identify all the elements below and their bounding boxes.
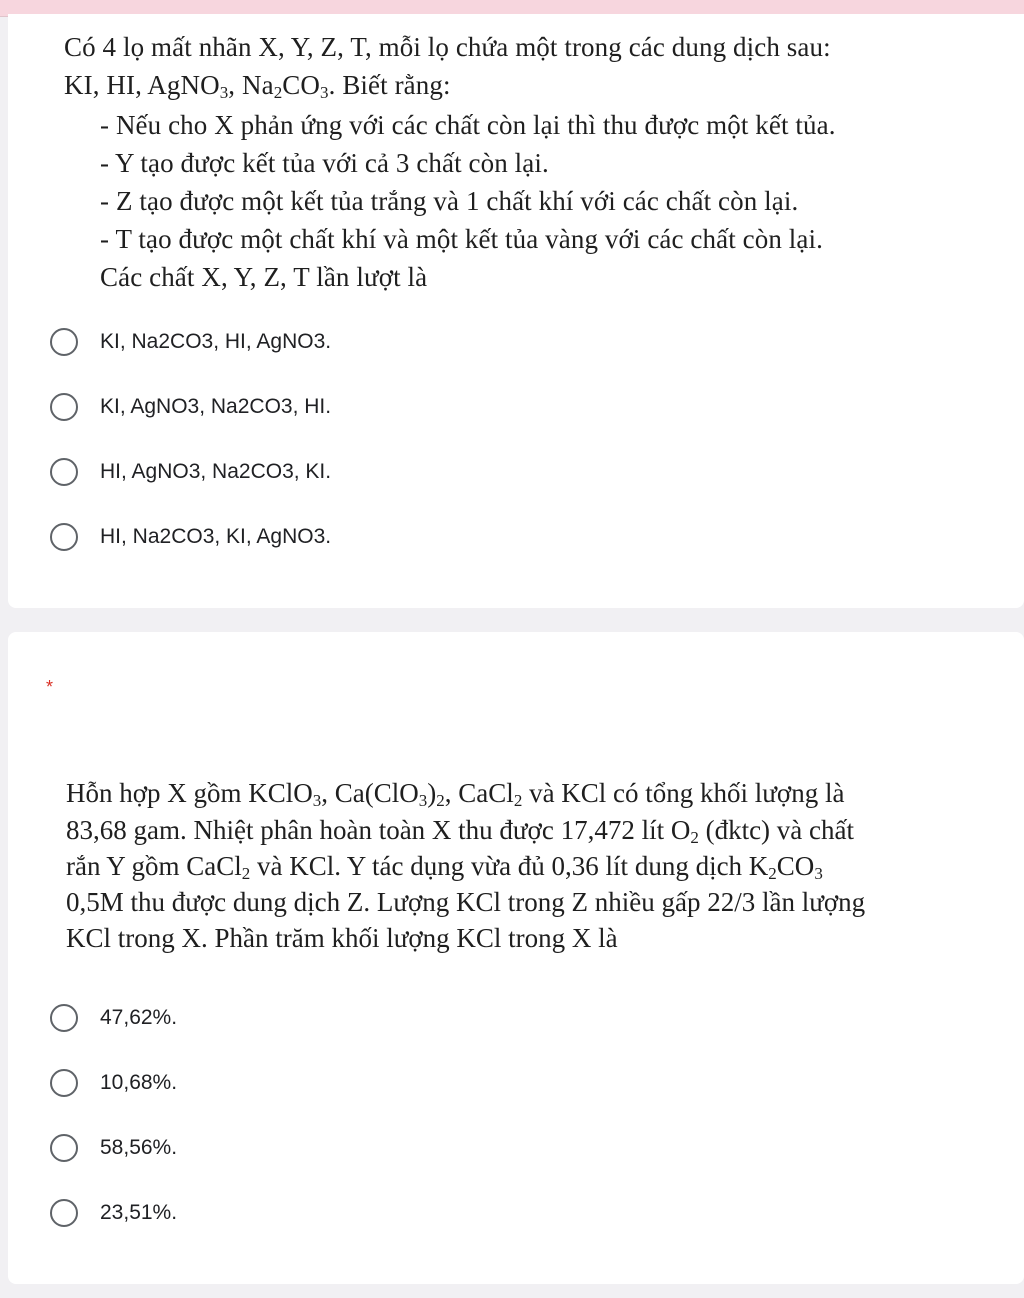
- q1-intro-line-1: Có 4 lọ mất nhãn X, Y, Z, T, mỗi lọ chứa một trong các dung dịch sau:: [64, 32, 831, 62]
- question-card-1: [8, 14, 1024, 608]
- option-label: 47,62%.: [100, 1006, 178, 1029]
- q2-line-2: 83,68 gam. Nhiệt phân hoàn toàn X thu được 17,472 lít $O_2$ (đktc) và chất: [66, 815, 854, 847]
- q2-option-4[interactable]: [50, 1195, 177, 1231]
- option-label: KI, AgNO3, Na2CO3, HI.: [100, 395, 332, 418]
- radio-button[interactable]: [50, 1004, 78, 1032]
- radio-button[interactable]: [50, 328, 78, 356]
- q2-option-2[interactable]: [50, 1065, 177, 1101]
- q1-condition-1: - Nếu cho X phản ứng với các chất còn lại thì thu được một kết tủa.: [100, 110, 836, 140]
- q2-option-3[interactable]: [50, 1130, 177, 1166]
- q2-line-3: rắn Y gồm CaCl$_2$ và KCl. Y tác dụng vừa đủ 0,36 lít dung dịch $K_2CO_3$: [66, 851, 823, 883]
- q1-intro-line-2: KI, HI, AgNO$_3$, $Na_2CO_3$. Biết rằng:: [64, 70, 451, 102]
- q2-line-1: Hỗn hợp X gồm KClO$_3$, $Ca(ClO_3)_2$, CaCl$_2$ và KCl có tổng khối lượng là: [66, 778, 845, 810]
- q1-option-3[interactable]: [50, 454, 331, 490]
- q2-option-1[interactable]: [50, 1000, 177, 1036]
- radio-button[interactable]: [50, 1069, 78, 1097]
- q1-option-2[interactable]: [50, 389, 331, 425]
- radio-button[interactable]: [50, 393, 78, 421]
- q1-condition-2: - Y tạo được kết tủa với cả 3 chất còn lại.: [100, 148, 549, 178]
- question-card-2: [8, 632, 1024, 1284]
- q1-condition-4: - T tạo được một chất khí và một kết tủa vàng với các chất còn lại.: [100, 224, 823, 254]
- q1-option-1[interactable]: [50, 324, 331, 360]
- option-label: 23,51%.: [100, 1201, 178, 1224]
- q1-condition-3: - Z tạo được một kết tủa trắng và 1 chất khí với các chất còn lại.: [100, 186, 799, 216]
- q2-line-5: KCl trong X. Phần trăm khối lượng KCl trong X là: [66, 923, 618, 953]
- option-label: 10,68%.: [100, 1071, 178, 1094]
- q2-line-4: 0,5M thu được dung dịch Z. Lượng KCl trong Z nhiều gấp 22/3 lần lượng: [66, 887, 866, 917]
- radio-button[interactable]: [50, 458, 78, 486]
- radio-button[interactable]: [50, 1199, 78, 1227]
- radio-button[interactable]: [50, 1134, 78, 1162]
- q1-option-4[interactable]: [50, 519, 331, 555]
- radio-button[interactable]: [50, 523, 78, 551]
- required-asterisk: *: [46, 677, 54, 697]
- q1-ask: Các chất X, Y, Z, T lần lượt là: [100, 262, 428, 292]
- option-label: KI, Na2CO3, HI, AgNO3.: [100, 330, 332, 353]
- option-label: 58,56%.: [100, 1136, 178, 1159]
- option-label: HI, AgNO3, Na2CO3, KI.: [100, 460, 332, 483]
- option-label: HI, Na2CO3, KI, AgNO3.: [100, 525, 332, 548]
